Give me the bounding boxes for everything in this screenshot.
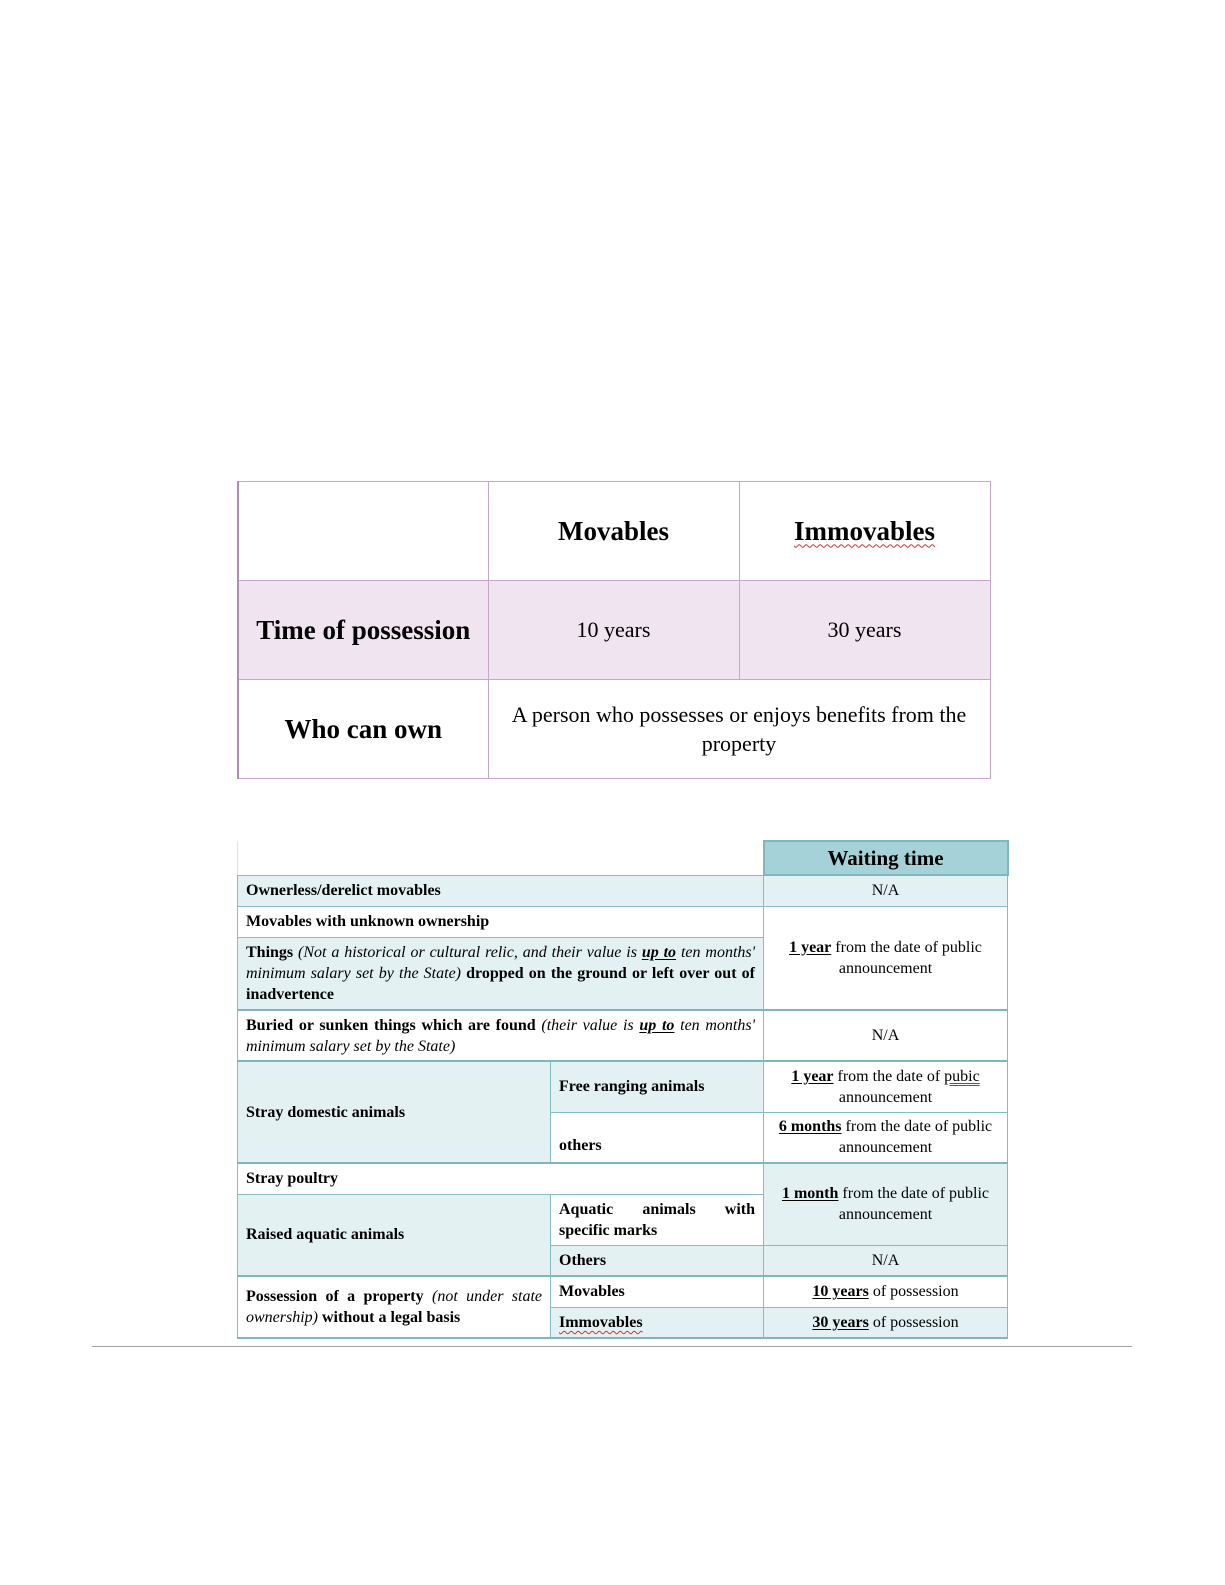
table2-sub-label: Others	[551, 1245, 764, 1276]
wait-duration: 1 year	[789, 938, 832, 956]
table2-sub-label-text: Immovables	[559, 1313, 643, 1331]
wait-duration: 6 months	[778, 1118, 842, 1136]
footer-divider	[92, 1346, 1132, 1347]
table1-header-immovables-text: Immovables	[794, 515, 935, 546]
table2-group-label: Stray domestic animals	[238, 1061, 551, 1163]
label-up-to: up to	[641, 943, 677, 961]
table2-sub-label: others	[551, 1112, 764, 1163]
table2-wait-cell	[764, 1307, 1008, 1338]
table2-row-label	[238, 1010, 764, 1061]
label-italic-part-2: ten months' minimum salary set by the State)	[246, 943, 756, 982]
table2-row-label: Ownerless/derelict movables	[238, 875, 764, 906]
table2-wait-cell: N/A	[764, 1245, 1008, 1276]
table1-cell-immovables-time: 30 years	[739, 581, 990, 680]
table1-header-immovables	[739, 482, 990, 581]
wait-duration: 1 year	[791, 1067, 834, 1085]
table2-row-buried-things	[238, 1010, 1008, 1061]
wait-description-end: announcement	[838, 1088, 933, 1106]
table2-sub-label: Aquatic animals with specific marks	[551, 1194, 764, 1245]
table1-row-time-of-possession	[238, 581, 990, 680]
table2-wait-cell	[764, 1061, 1008, 1112]
table2-group-label: Raised aquatic animals	[238, 1194, 551, 1276]
table1-row-label: Who can own	[238, 680, 488, 779]
table2-row-unknown-ownership	[238, 906, 1008, 937]
table1-row-who-can-own	[238, 680, 990, 779]
table1-row-label: Time of possession	[238, 581, 488, 680]
table2-row-label: Movables with unknown ownership	[238, 906, 764, 937]
wait-duration: 30 years	[812, 1313, 869, 1331]
table2-sub-label: Free ranging animals	[551, 1061, 764, 1112]
table1-header-empty-cell	[238, 482, 488, 581]
label-bold-part: Possession of a property	[246, 1288, 424, 1305]
table1-header-movables: Movables	[488, 482, 739, 581]
table2-wait-cell: N/A	[764, 1010, 1008, 1061]
table1-cell-who-can-own: A person who possesses or enjoys benefits from the property	[488, 680, 990, 779]
wait-description: of possession	[872, 1313, 959, 1331]
table1-cell-movables-time: 10 years	[488, 581, 739, 680]
table1-header-row	[238, 482, 990, 581]
table2-wait-cell-one-month	[764, 1163, 1008, 1245]
wait-description: from the date of public announcement	[835, 938, 982, 977]
table2-sub-label	[551, 1307, 764, 1338]
table2-group-label	[238, 1276, 551, 1338]
label-bold-part: Buried or sunken things which are found	[246, 1016, 536, 1034]
label-bold-part-2: without a legal basis	[322, 1309, 461, 1326]
table2-row-stray-poultry	[238, 1163, 1008, 1194]
wait-description: from the date of public announcement	[838, 1185, 990, 1224]
label-italic-part-2: ten months' minimum salary set by the State)	[246, 1016, 756, 1055]
table2-row-label	[238, 937, 764, 1010]
label-bold-part-2: dropped on the ground or left over out of inadvertence	[246, 964, 755, 1003]
label-bold-part: Things	[246, 943, 294, 961]
wait-description: of possession	[872, 1283, 959, 1301]
wait-duration: 10 years	[812, 1283, 869, 1301]
wait-description: from the date of	[837, 1067, 941, 1085]
table2-wait-cell	[764, 1276, 1008, 1307]
table2-wait-cell: N/A	[764, 875, 1008, 906]
label-italic-part: (not under state ownership)	[246, 1288, 543, 1326]
table2-row-possession-movables	[238, 1276, 1008, 1307]
table2-row-label: Stray poultry	[238, 1163, 764, 1194]
label-italic-part: (their value is	[541, 1016, 634, 1034]
label-italic-part: (Not a historical or cultural relic, and their value is	[298, 943, 637, 961]
wait-duration: 1 month	[781, 1185, 839, 1203]
table2-wait-cell-one-year	[764, 906, 1008, 1010]
possession-summary-table	[237, 481, 991, 779]
wait-description-pubic: pubic	[944, 1067, 980, 1085]
waiting-time-table	[237, 840, 1009, 1339]
table2-header-waiting-time: Waiting time	[764, 841, 1008, 875]
table2-sub-label: Movables	[551, 1276, 764, 1307]
table2-wait-cell	[764, 1112, 1008, 1163]
wait-description: from the date of public announcement	[838, 1118, 993, 1157]
table2-row-ownerless	[238, 875, 1008, 906]
label-up-to: up to	[639, 1016, 675, 1034]
table2-header-empty-cell	[238, 841, 764, 875]
table2-row-stray-domestic-free	[238, 1061, 1008, 1112]
table2-header-row	[238, 841, 1008, 875]
